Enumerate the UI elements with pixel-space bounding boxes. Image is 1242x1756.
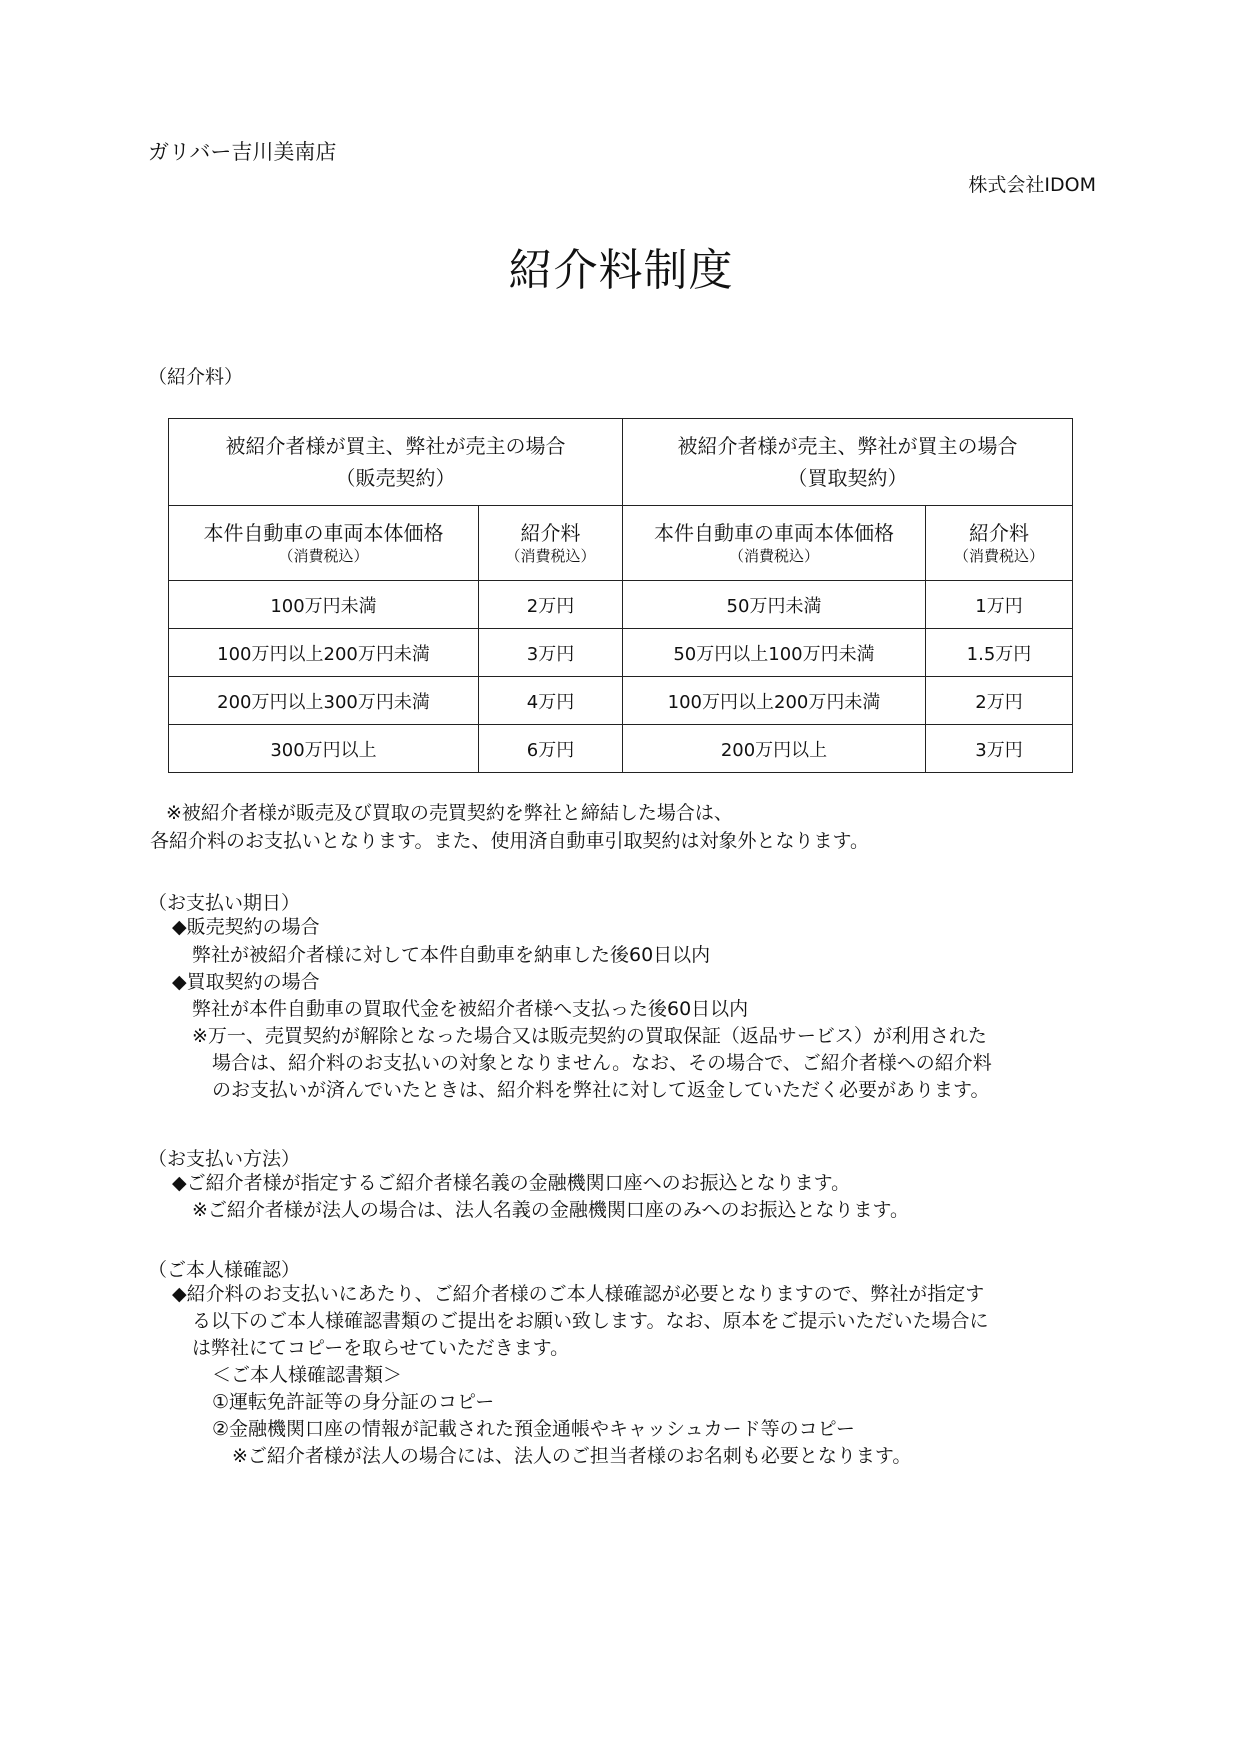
table-row xyxy=(169,677,1073,725)
identity-item-line2: る以下のご本人様確認書類のご提出をお願い致します。なお、原本をご提示いただいた場合に xyxy=(192,1310,989,1332)
sales-group-header xyxy=(169,419,623,506)
col-fee-tax-note: （消費税込） xyxy=(505,547,596,565)
purchase-price-cell: 50万円未満 xyxy=(623,581,926,629)
sales-fee-cell: 2万円 xyxy=(479,581,623,629)
col-fee-tax-note: （消費税込） xyxy=(953,547,1044,565)
fee-table xyxy=(168,418,1073,773)
col-header-fee xyxy=(479,506,623,581)
table-row xyxy=(169,725,1073,773)
purchase-fee-cell: 1.5万円 xyxy=(926,629,1073,677)
identity-item-line3: は弊社にてコピーを取らせていただきます。 xyxy=(192,1337,570,1359)
col-price-label: 本件自動車の車両本体価格 xyxy=(654,521,894,545)
table-row xyxy=(169,629,1073,677)
purchase-price-cell: 100万円以上200万円未満 xyxy=(623,677,926,725)
sales-group-line2: （販売契約） xyxy=(335,466,456,490)
identity-doc1: ①運転免許証等の身分証のコピー xyxy=(212,1391,495,1413)
col-price-tax-note: （消費税込） xyxy=(278,547,369,565)
table-row xyxy=(169,581,1073,629)
purchase-group-line2: （買取契約） xyxy=(787,466,908,490)
purchase-contract-title: ◆買取契約の場合 xyxy=(172,971,320,993)
page-title: 紹介料制度 xyxy=(508,245,734,296)
sales-price-cell: 100万円未満 xyxy=(169,581,479,629)
identity-doc-note: ※ご紹介者様が法人の場合には、法人のご担当者様のお名刺も必要となります。 xyxy=(232,1445,912,1467)
sales-price-cell: 200万円以上300万円未満 xyxy=(169,677,479,725)
sales-group-line1: 被紹介者様が買主、弊社が売主の場合 xyxy=(225,434,566,458)
identity-heading: （ご本人様確認） xyxy=(148,1259,301,1281)
col-fee-label: 紹介料 xyxy=(969,521,1029,545)
identity-item-line1: ◆紹介料のお支払いにあたり、ご紹介者様のご本人様確認が必要となりますので、弊社が指定す xyxy=(172,1283,985,1305)
col-header-fee xyxy=(926,506,1073,581)
payment-date-heading: （お支払い期日） xyxy=(148,892,301,914)
caution-line2: 場合は、紹介料のお支払いの対象となりません。なお、その場合で、ご紹介者様への紹介料 xyxy=(212,1052,992,1074)
caution-line1: ※万一、売買契約が解除となった場合又は販売契約の買取保証（返品サービス）が利用された xyxy=(192,1025,987,1047)
col-header-price xyxy=(169,506,479,581)
fee-heading: （紹介料） xyxy=(148,366,244,388)
payment-method-heading: （お支払い方法） xyxy=(148,1148,301,1170)
identity-docs-title: ＜ご本人様確認書類＞ xyxy=(212,1364,403,1386)
col-header-price xyxy=(623,506,926,581)
sales-price-cell: 100万円以上200万円未満 xyxy=(169,629,479,677)
sales-fee-cell: 6万円 xyxy=(479,725,623,773)
fee-note-line2: 各紹介料のお支払いとなります。また、使用済自動車引取契約は対象外となります。 xyxy=(150,830,869,852)
identity-doc2: ②金融機関口座の情報が記載された預金通帳やキャッシュカード等のコピー xyxy=(212,1418,855,1440)
group-header-row xyxy=(169,419,1073,506)
purchase-fee-cell: 3万円 xyxy=(926,725,1073,773)
store-name: ガリバー吉川美南店 xyxy=(148,140,337,164)
sales-fee-cell: 4万円 xyxy=(479,677,623,725)
col-fee-label: 紹介料 xyxy=(520,521,581,545)
col-price-label: 本件自動車の車両本体価格 xyxy=(203,521,444,545)
column-header-row xyxy=(169,506,1073,581)
payment-method-item: ◆ご紹介者様が指定するご紹介者様名義の金融機関口座へのお振込となります。 xyxy=(172,1172,851,1194)
purchase-group-line1: 被紹介者様が売主、弊社が買主の場合 xyxy=(677,434,1018,458)
fee-note-line1: ※被紹介者様が販売及び買取の売買契約を弊社と締結した場合は、 xyxy=(166,802,733,824)
purchase-price-cell: 50万円以上100万円未満 xyxy=(623,629,926,677)
sales-contract-title: ◆販売契約の場合 xyxy=(172,916,320,938)
sales-price-cell: 300万円以上 xyxy=(169,725,479,773)
sales-fee-cell: 3万円 xyxy=(479,629,623,677)
caution-line3: のお支払いが済んでいたときは、紹介料を弊社に対して返金していただく必要があります。 xyxy=(212,1079,990,1101)
purchase-fee-cell: 1万円 xyxy=(926,581,1073,629)
purchase-contract-text: 弊社が本件自動車の買取代金を被紹介者様へ支払った後60日以内 xyxy=(192,998,749,1020)
company-name: 株式会社IDOM xyxy=(968,174,1096,196)
col-price-tax-note: （消費税込） xyxy=(728,547,819,565)
purchase-price-cell: 200万円以上 xyxy=(623,725,926,773)
purchase-fee-cell: 2万円 xyxy=(926,677,1073,725)
payment-method-note: ※ご紹介者様が法人の場合は、法人名義の金融機関口座のみへのお振込となります。 xyxy=(192,1199,910,1221)
purchase-group-header xyxy=(623,419,1073,506)
sales-contract-text: 弊社が被紹介者様に対して本件自動車を納車した後60日以内 xyxy=(192,944,711,966)
